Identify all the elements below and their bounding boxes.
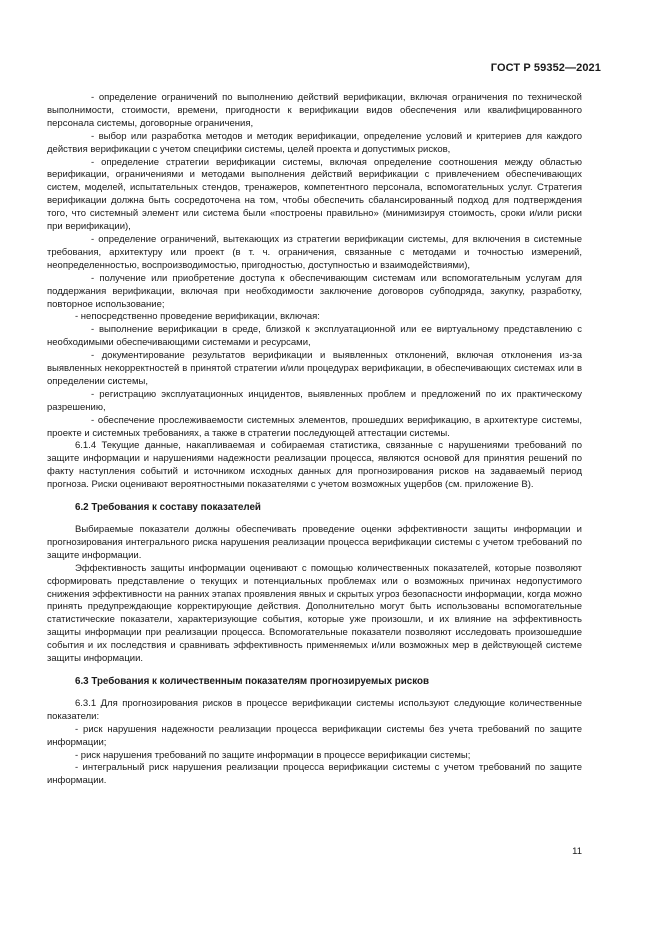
list-item: - определение ограничений по выполнению действий верификации, включая ограничения по технической выполнимости, стоимости, времени, пригодности к верификации видов обеспечения или квалифицированного персонала системы, договорные ограничения,	[47, 92, 582, 129]
list-item: - определение стратегии верификации системы, включая определение соотношения между областью верификации, ограничениями и методами выполнения действий верификации с привлечением обеспечивающих систем, моделей, испытательных стендов, тренажеров, компетентного персонала, вспомогательных услуг. Стратегия верификации должна быть сосредоточена на том, чтобы обеспечить сбалансированный подход для подтверждения того, что системный элемент или система были «построены правильно» (минимизируя стоимость, сроки и/или риски при верификации),	[47, 156, 582, 233]
list-item: - выбор или разработка методов и методик верификации, определение условий и критериев для каждого действия верификации с учетом специфики системы, целей проекта и допустимых рисков,	[47, 130, 582, 155]
page-number: 11	[572, 846, 582, 857]
paragraph: 6.3.1 Для прогнозирования рисков в процессе верификации системы используют следующие количественные показатели:	[47, 697, 582, 722]
list-item: - документирование результатов верификации и выявленных отклонений, включая отклонения из-за выявленных некорректностей в принятой стратегии и/или процедурах верификации, в обеспечивающих системах или в определении системы,	[47, 350, 582, 387]
section-heading: 6.3 Требования к количественным показателям прогнозируемых рисков	[75, 675, 430, 687]
list-item: - получение или приобретение доступа к обеспечивающим системам или вспомогательным услугам для поддержания верификации, включая при необходимости заключение договоров субподряда, закупку, разработку, повторное использование;	[47, 272, 582, 310]
list-item: - риск нарушения требований по защите информации в процессе верификации системы;	[75, 749, 471, 761]
standard-code: ГОСТ Р 59352—2021	[490, 62, 601, 74]
paragraph: 6.1.4 Текущие данные, накапливаемая и собираемая статистика, связанные с нарушениями требований по защите информации и нарушениями надежности реализации процесса, являются основой для принятия решений по факту наступления событий и источником исходных данных для прогнозирования рисков на задаваемый период прогноза. Риски оценивают вероятностными показателями с учетом возможных ущербов (см. приложение В).	[47, 440, 582, 491]
list-item: - определение ограничений, вытекающих из стратегии верификации системы, для включения в системные требования, архитектуру или проект (в т. ч. ограничения, связанные с методами и точностью измерений, неопределенностью, воспроизводимостью, пригодностью, доступностью и взаимодействиями),	[47, 233, 582, 271]
list-item: - риск нарушения надежности реализации процесса верификации системы без учета требований по защите информации;	[47, 723, 582, 748]
document-body	[47, 92, 582, 788]
list-item: - интегральный риск нарушения реализации процесса верификации системы с учетом требований по защите информации.	[47, 762, 582, 787]
paragraph: Эффективность защиты информации оценивают с помощью количественных показателей, которые позволяют сформировать представление о текущих и потенциальных проблемах или о возможных причинах недопустимого снижения эффективности на ранних этапах проявления явных и скрытых угроз безопасности информации, когда можно принять предупреждающие корректирующие действия. Дополнительно могут быть использованы вспомогательные статистические показатели, характеризующие события, которые уже произошли, и их влияние на эффективность защиты информации при реализации процесса. Вспомогательные показатели позволяют исследовать произошедшие события и их последствия и сравнивать эффективность применяемых и/или возможных мер в действующей системе защиты информации.	[47, 562, 582, 665]
list-item: - выполнение верификации в среде, близкой к эксплуатационной или ее виртуальному представлению с необходимыми обеспечивающими системами и ресурсами,	[47, 324, 582, 349]
paragraph: Выбираемые показатели должны обеспечивать проведение оценки эффективности защиты информации и прогнозирования интегрального риска нарушения реализации процесса верификации системы с учетом требований по защите информации.	[47, 524, 582, 561]
section-heading: 6.2 Требования к составу показателей	[75, 502, 261, 514]
list-item: - регистрацию эксплуатационных инцидентов, выявленных проблем и предложений по их практическому разрешению,	[47, 388, 582, 413]
list-item: - непосредственно проведение верификации, включая:	[75, 311, 320, 323]
list-item: - обеспечение прослеживаемости системных элементов, прошедших верификацию, в архитектуре системы, проекте и системных требованиях, а также в стратегии последующей аттестации системы.	[47, 414, 582, 439]
